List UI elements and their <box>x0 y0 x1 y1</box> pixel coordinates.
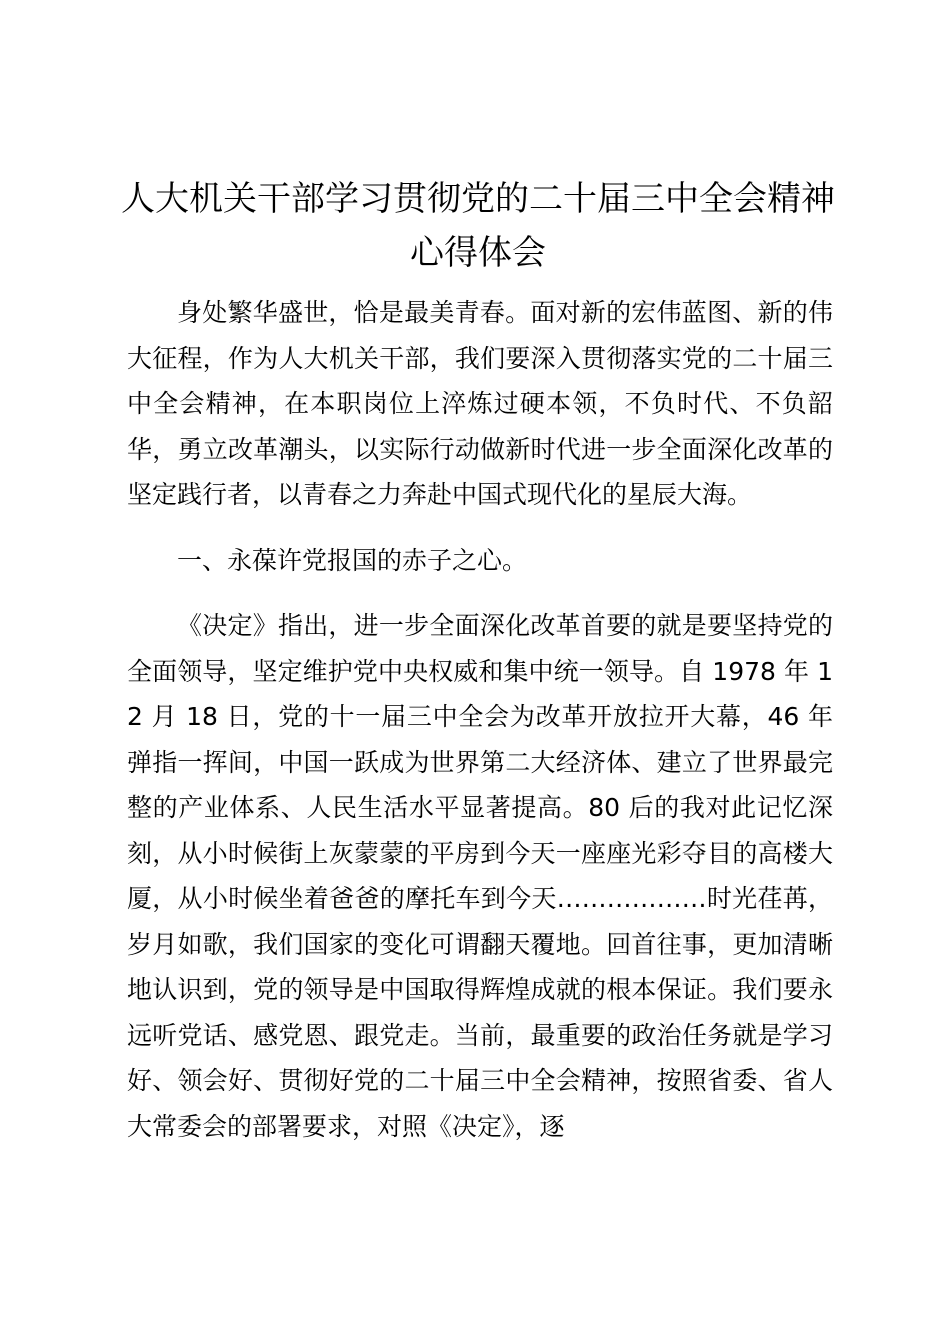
intro-paragraph: 身处繁华盛世，恰是最美青春。面对新的宏伟蓝图、新的伟大征程，作为人大机关干部，我们要深入贯彻落实党的二十届三中全会精神，在本职岗位上淬炼过硬本领，不负时代、不负韶华，勇立改革潮头，以实际行动做新时代进一步全面深化改革的坚定践行者，以青春之力奔赴中国式现代化的星辰大海。 <box>127 298 833 509</box>
document-body <box>127 290 833 1169</box>
body-paragraph: 《决定》指出，进一步全面深化改革首要的就是要坚持党的全面领导，坚定维护党中央权威和集中统一领导。自 1978 年 12 月 18 日，党的十一届三中全会为改革开放拉开大幕，46 年弹指一挥间，中国一跃成为世界第二大经济体、建立了世界最完整的产业体系、人民生活水平显著提高。80 后的我对此记忆深刻，从小时候街上灰蒙蒙的平房到今天一座座光彩夺目的高楼大厦，从小时候坐着爸爸的摩托车到今天………………时光荏苒，岁月如歌，我们国家的变化可谓翻天覆地。回首往事，更加清晰地认识到，党的领导是中国取得辉煌成就的根本保证。我们要永远听党话、感党恩、跟党走。当前，最重要的政治任务就是学习好、领会好、贯彻好党的二十届三中全会精神，按照省委、省人大常委会的部署要求，对照《决定》，逐 <box>127 611 833 1141</box>
document-title: 人大机关干部学习贯彻党的二十届三中全会精神心得体会 <box>121 179 835 273</box>
section-heading-1: 一、永葆许党报国的赤子之心。 <box>177 545 528 575</box>
